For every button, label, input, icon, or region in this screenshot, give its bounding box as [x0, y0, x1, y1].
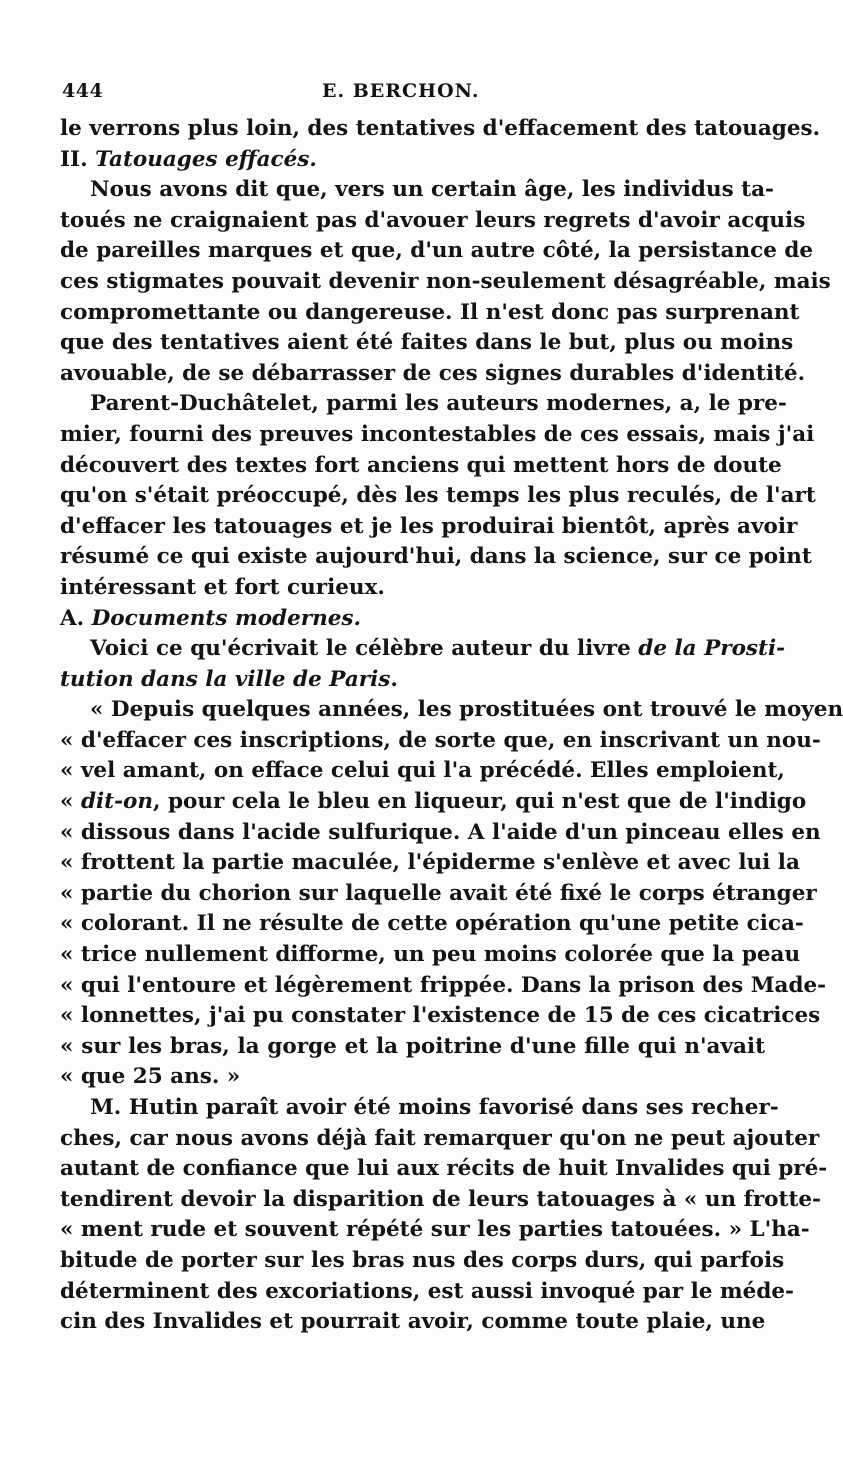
text-segment: tendirent devoir la disparition de leurs tatouages à « un frotte-	[60, 1186, 821, 1212]
text-segment: résumé ce qui existe aujourd'hui, dans la science, sur ce point	[60, 544, 812, 570]
text-line	[60, 114, 821, 145]
text-segment: .	[390, 666, 398, 692]
text-segment: « d'effacer ces inscriptions, de sorte que, en inscrivant un nou-	[60, 727, 821, 753]
text-line	[60, 971, 827, 1002]
body-text	[60, 114, 843, 1338]
italic-segment: Documents modernes.	[91, 605, 361, 631]
text-line	[60, 573, 765, 604]
text-line	[60, 542, 812, 573]
page-header	[60, 80, 750, 110]
text-segment: « sur les bras, la gorge et la poitrine d'une fille qui n'avait	[60, 1033, 765, 1059]
text-line	[60, 1032, 765, 1063]
text-line	[60, 481, 816, 512]
text-line	[60, 267, 831, 298]
text-segment: Nous avons dit que, vers un certain âge, les individus ta-	[90, 177, 774, 203]
running-head: E. BERCHON.	[322, 80, 480, 102]
italic-segment: Tatouages effacés.	[95, 146, 317, 172]
text-line	[60, 726, 821, 757]
text-line	[60, 787, 807, 818]
text-segment: le verrons plus loin, des tentatives d'effacement des tatouages.	[60, 116, 821, 141]
text-line	[60, 1001, 821, 1032]
text-line	[60, 818, 821, 849]
text-segment: découvert des textes fort anciens qui mettent hors de doute	[60, 452, 782, 478]
text-line	[60, 1124, 820, 1155]
text-line	[60, 879, 817, 910]
text-segment: bitude de porter sur les bras nus des corps durs, qui parfois	[60, 1247, 785, 1273]
text-segment: Voici ce qu'écrivait le célèbre auteur du livre	[90, 636, 639, 662]
text-segment: toués ne craignaient pas d'avouer leurs regrets d'avoir acquis	[60, 207, 806, 233]
text-segment: « trice nullement difforme, un peu moins colorée que la peau	[60, 942, 801, 968]
text-line	[60, 175, 774, 206]
text-line	[60, 1277, 794, 1308]
text-line	[60, 451, 782, 482]
text-line	[60, 420, 815, 451]
text-segment: « lonnettes, j'ai pu constater l'existence de 15 de ces cicatrices	[60, 1003, 821, 1029]
text-line	[60, 604, 765, 635]
text-segment: intéressant et fort curieux.	[60, 574, 385, 600]
text-segment: déterminent des excoriations, est aussi invoqué par le méde-	[60, 1278, 794, 1304]
text-segment: qu'on s'était préoccupé, dès les temps les plus reculés, de l'art	[60, 483, 816, 509]
text-segment: « ment rude et souvent répété sur les parties tatouées. » L'ha-	[60, 1217, 810, 1243]
text-line	[60, 328, 794, 359]
text-segment: de pareilles marques et que, d'un autre côté, la persistance de	[60, 238, 814, 264]
text-line	[60, 1246, 785, 1277]
text-line	[60, 848, 800, 879]
text-segment: « vel amant, on efface celui qui l'a précédé. Elles emploient,	[60, 758, 785, 784]
text-segment: , pour cela le bleu en liqueur, qui n'est que de l'indigo	[152, 789, 807, 815]
text-segment: « frottent la partie maculée, l'épiderme s'enlève et avec lui la	[60, 850, 800, 876]
text-segment: « qui l'entoure et légèrement frippée. Dans la prison des Made-	[60, 972, 827, 998]
text-line	[60, 145, 765, 176]
text-segment: ces stigmates pouvait devenir non-seulement désagréable, mais	[60, 268, 831, 294]
text-line	[60, 1062, 765, 1093]
text-line	[60, 1307, 765, 1338]
text-line	[60, 1215, 810, 1246]
text-segment: ches, car nous avons déjà fait remarquer qu'on ne peut ajouter	[60, 1125, 820, 1151]
italic-segment: de la Prosti-	[638, 636, 786, 662]
text-line	[60, 236, 814, 267]
text-line	[60, 389, 787, 420]
text-segment: « colorant. Il ne résulte de cette opération qu'une petite cica-	[60, 911, 804, 937]
text-segment: mier, fourni des preuves incontestables de ces essais, mais j'ai	[60, 421, 815, 447]
text-segment: « Depuis quelques années, les prostituées ont trouvé le moyen	[90, 697, 843, 723]
italic-segment: dit-on	[80, 789, 153, 815]
text-segment: d'effacer les tatouages et je les produirai bientôt, après avoir	[60, 513, 798, 539]
text-line	[60, 665, 765, 696]
text-segment: avouable, de se débarrasser de ces signes durables d'identité.	[60, 360, 806, 386]
text-segment: autant de confiance que lui aux récits de huit Invalides qui pré-	[60, 1156, 828, 1182]
text-segment: « partie du chorion sur laquelle avait été fixé le corps étranger	[60, 880, 817, 906]
text-line	[60, 512, 798, 543]
text-segment: « dissous dans l'acide sulfurique. A l'aide d'un pinceau elles en	[60, 819, 821, 845]
text-segment: compromettante ou dangereuse. Il n'est donc pas surprenant	[60, 299, 800, 325]
text-segment: A.	[60, 605, 92, 631]
text-line	[60, 359, 806, 390]
text-line	[60, 909, 804, 940]
text-segment: que des tentatives aient été faites dans le but, plus ou moins	[60, 330, 794, 356]
text-line	[60, 756, 785, 787]
text-line	[60, 695, 843, 726]
text-line	[60, 298, 800, 329]
text-segment: « que 25 ans. »	[60, 1064, 241, 1090]
text-line	[60, 1154, 828, 1185]
text-segment: II.	[60, 146, 96, 172]
text-line	[60, 634, 786, 665]
page-number: 444	[62, 80, 104, 102]
text-line	[60, 206, 806, 237]
text-line	[60, 940, 801, 971]
text-line	[60, 1185, 821, 1216]
text-line	[60, 1093, 779, 1124]
text-segment: cin des Invalides et pourrait avoir, comme toute plaie, une	[60, 1309, 766, 1335]
text-segment: M. Hutin paraît avoir été moins favorisé dans ses recher-	[90, 1095, 779, 1120]
italic-segment: tution dans la ville de Paris	[60, 666, 391, 692]
text-segment: «	[60, 789, 81, 815]
text-segment: Parent-Duchâtelet, parmi les auteurs modernes, a, le pre-	[90, 391, 787, 417]
